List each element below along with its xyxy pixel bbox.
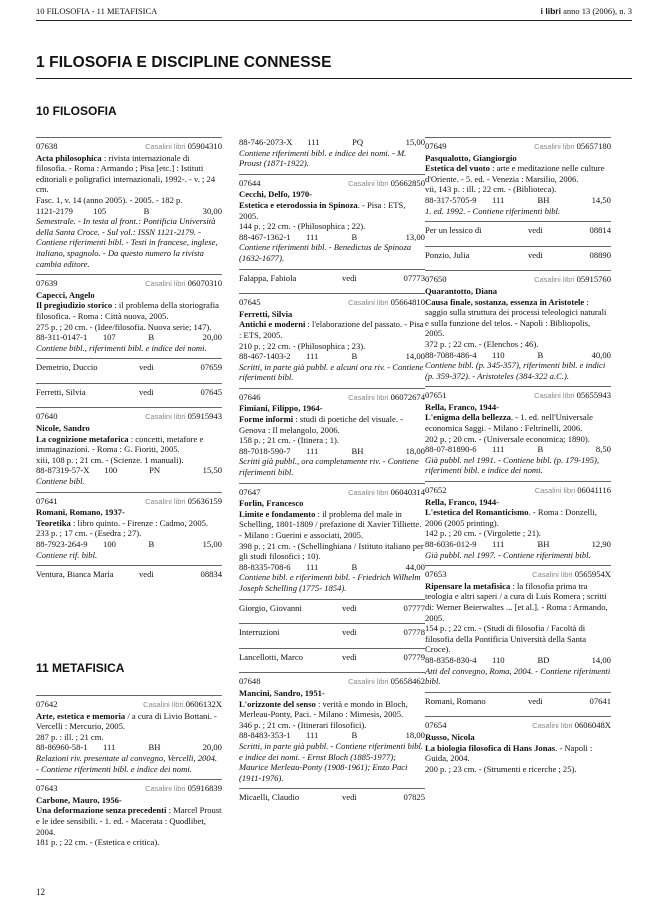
entry-author: Rella, Franco, 1944- [425, 496, 499, 507]
entry-description: Ripensare la metafisica : la filosofia prima tra teologia e altri saperi / a cura di Luis Romera ; scritti di: Werner Beierwaltes ... [et al.]. - Roma : Armando, 2005. [425, 580, 608, 623]
entry-continuation [239, 137, 425, 169]
entry-number: 07644 [239, 177, 261, 188]
entry-description: Il pregiudizio storico : il problema della storiografia filosofica. - Roma : Città nuova, 2005. [36, 300, 219, 321]
entry-title: Una deformazione senza precedenti [36, 805, 167, 816]
entry-description: Una deformazione senza precedenti : Marcel Proust e le idee sensibili. - 1. ed. - Macerata : Quodlibet, 2004. [36, 805, 222, 837]
entry-07645 [239, 293, 425, 383]
isbn-line: 88-467-1362-1 111 B 13,00 [239, 231, 425, 242]
isbn-line: 88-07-81890-6 111 B 8,50 [425, 444, 611, 455]
isbn-line: 1121-2179 105 B 30,00 [36, 205, 222, 216]
isbn-line: 88-7088-486-4 110 B 40,00 [425, 349, 611, 360]
journal-issue: anno 13 (2006), n. 3 [563, 6, 632, 16]
entry-description: La cognizione metaforica : concetti, metafore e immaginazioni. - Roma : G. Fioriti, 2005. [36, 433, 204, 455]
entry-extent: 372 p. ; 22 cm. - (Elenchos ; 46). [425, 338, 539, 349]
entry-extent: 210 p. ; 22 cm. - (Philosophica ; 23). [239, 340, 366, 351]
section-title: 1 FILOSOFIA E DISCIPLINE CONNESSE [36, 54, 332, 71]
isbn-line: 88-8483-353-1 111 B 18,00 [239, 730, 425, 741]
entry-description: L'orizzonte del senso : verità e mondo in Bloch, Merleau-Ponty, Paci. - Milano : Mimesis, 2005. [239, 698, 408, 720]
isbn-line: 88-311-0147-1 107 B 20,00 [36, 332, 222, 343]
entry-07648 [239, 672, 425, 783]
entry-note: Scritti già pubbl., ora completamente riv. - Contiene riferimenti bibl. [239, 456, 419, 478]
entry-description: Causa finale, sostanza, essenza in Aristotele : saggio sulla struttura dei processi teleologici naturali e sulla funzione del telos. - Napoli : Bibliopolis, 2005. [425, 296, 607, 339]
section-rule [36, 78, 632, 79]
entry-number: 07648 [239, 676, 261, 687]
catalog-source: Casalini libri 05915943 [145, 411, 222, 422]
entry-note: Contiene rif. bibl. [36, 549, 98, 560]
entry-07647 [239, 483, 425, 594]
entry-description: Arte, estetica e memoria / a cura di Livio Bottani. - Vercelli : Mercurio, 2005. [36, 710, 217, 732]
entry-title: Antichi e moderni [239, 319, 306, 330]
catalog-source: Casalini libri 05662850 [348, 177, 425, 188]
entry-description: Estetica del vuoto : arte e meditazione nelle culture d'Oriente. - 5. ed. - Venezia : Marsilio, 2006. [425, 163, 605, 184]
entry-title: Causa finale, sostanza, essenza in Aristotele [425, 296, 585, 307]
entry-description: Antichi e moderni : l'elaborazione del passato. - Pisa : ETS, 2005. [239, 319, 424, 340]
entry-number: 07653 [425, 569, 447, 580]
entry-note: Contiene riferimenti bibl. - Benedictus de Spinoza (1632-1677). [239, 242, 412, 263]
catalog-source: Casalini libri 06072674 [348, 391, 425, 402]
entry-07642 [36, 695, 222, 774]
entry-extent: 233 p. ; 17 cm. - (Esedra ; 27). [36, 528, 142, 539]
entry-number: 07649 [425, 141, 447, 151]
cross-reference: Demetrio, Duccio vedi 07659 [36, 358, 222, 379]
catalog-source: Casalini libri 05655943 [534, 390, 611, 401]
entry-extent: 202 p. ; 20 cm. - (Universale economica; 1890). [425, 433, 590, 444]
cross-reference: Interruzioni vedi 07778 [239, 623, 425, 644]
isbn-line: 88-8335-708-6 111 B 44,00 [239, 561, 425, 572]
entry-author: Forlin, Francesco [239, 498, 304, 509]
running-header-left: 10 FILOSOFIA - 11 METAFISICA [36, 6, 158, 16]
isbn-line: 88-87319-57-X 100 PN 15,50 [36, 465, 222, 476]
entry-title: Estetica del vuoto [425, 163, 490, 174]
cross-reference: Ferretti, Silvia vedi 07645 [36, 383, 222, 404]
entry-description: Limite e fondamento : il problema del male in Schelling, 1801-1809 / prefazione di Xavier Tilliette. - Milano : Guerini e associati, 2005. [239, 508, 422, 540]
entry-note: 1. ed. 1992. - Contiene riferimenti bibl. [425, 205, 561, 216]
entry-author: Capecci, Angelo [36, 289, 95, 300]
catalog-source: Casalini libri 05916839 [145, 783, 222, 794]
cross-reference: Falappa, Fabiola vedi 07773 [239, 269, 425, 290]
entry-extent: xiii, 108 p. ; 21 cm. - (Scienze. 1 manuali). [36, 454, 184, 465]
entry-extent: vii, 143 p. : ill. ; 22 cm. - (Biblioteca). [425, 184, 557, 195]
catalog-source: Casalini libri 05915760 [534, 274, 611, 285]
entry-note: Scritti, in parte già pubbl. - Contiene riferimenti bibl. e indice dei nomi. - Ernst Bloch (1885-1977); Maurice Merleau-Ponty (1908-1961); Enzo Paci (1911-1976). [239, 740, 424, 783]
entry-description: Acta philosophica : rivista internazionale di filosofia. - Roma : Armando ; Pisa [etc.] : Istituti editoriali e poligrafici internazionali, 1992-. - v. ; 24 cm. [36, 152, 216, 195]
entry-number: 07646 [239, 391, 261, 402]
isbn-line: 88-6036-012-9 111 BH 12,90 [425, 539, 611, 549]
entry-extent: 200 p. ; 23 cm. - (Strumenti e ricerche ; 25). [425, 763, 577, 774]
entry-07651 [425, 386, 611, 476]
entry-note: Relazioni riv. presentate al convegno, Vercelli, 2004. - Contiene riferimenti bibl. e indice dei nomi. [36, 752, 218, 774]
entry-description: La biologia filosofica di Hans Jonas. - Napoli : Guida, 2004. [425, 742, 593, 764]
entry-number: 07651 [425, 390, 447, 401]
entry-author: Pasqualotto, Giangiorgio [425, 152, 517, 163]
entry-note: Contiene bibl. (p. 345-357), riferimenti bibl. e indici (p. 359-372). - Aristoteles (384-322 a.C.). [425, 360, 606, 381]
entry-description: L'estetica del Romanticismo. - Roma : Donzelli, 2006 (2005 printing). [425, 507, 597, 528]
isbn-line: 88-86960-58-1 111 BH 20,00 [36, 742, 222, 753]
entry-07649 [425, 137, 611, 216]
entry-extent: 144 p. ; 22 cm. - (Philosophica ; 22). [239, 221, 366, 232]
catalog-source: Casalini libri 05657180 [534, 141, 611, 151]
entry-author: Nicole, Sandro [36, 423, 90, 434]
entry-title: Acta philosophica [36, 152, 102, 163]
header-rule [36, 20, 632, 21]
page-number: 12 [36, 887, 45, 897]
catalog-source: Casalini libri 05664810 [348, 297, 425, 308]
isbn-line: 88-7018-590-7 111 BH 18,00 [239, 445, 425, 456]
entry-author: Romani, Romano, 1937- [36, 507, 125, 518]
column-1-bottom [36, 695, 222, 853]
isbn-line: 88-467-1403-2 111 B 14,00 [239, 351, 425, 362]
entry-author: Russo, Nicola [425, 731, 475, 742]
entry-author: Cecchi, Delfo, 1970- [239, 189, 313, 200]
catalog-source: Casalini libri 06040314 [348, 486, 425, 497]
entry-number: 07654 [425, 720, 447, 731]
entry-07638 [36, 137, 222, 269]
entry-07654 [425, 716, 611, 774]
cross-reference: Giorgio, Giovanni vedi 07777 [239, 599, 425, 620]
entry-number: 07645 [239, 297, 261, 308]
cross-reference: Per un lessico di vedi 08814 [425, 221, 611, 242]
entry-extent: 287 p. : ill. ; 21 cm. [36, 731, 104, 742]
entry-author: Ferretti, Silvia [239, 308, 293, 319]
running-header [36, 6, 632, 16]
entry-07652 [425, 481, 611, 560]
entry-number: 07638 [36, 141, 58, 151]
entry-title: L'enigma della bellezza [425, 412, 511, 423]
entry-note: Semestrale. - In testa al front.: Pontificia Università della Santa Croce. - Sul vol.: ISSN 1121-2179. - Contiene riferimenti bibl. - Testi in francese, inglese, italiano, spagnolo. - Da questo numero la rivista cambia editore. [36, 216, 218, 269]
entry-description: Estetica e eterodossia in Spinoza. - Pisa : ETS, 2005. [239, 199, 406, 221]
entry-number: 07639 [36, 278, 58, 289]
catalog-source: Casalini libri 05636159 [145, 495, 222, 506]
entry-title: Teoretika [36, 517, 71, 528]
entry-note: Contiene bibl. e riferimenti bibl. - Friedrich Wilhelm Joseph Schelling (1775- 1854). [239, 572, 421, 593]
entry-title: Limite e fondamento [239, 508, 316, 519]
entry-07650 [425, 270, 611, 381]
column-1-top [36, 137, 222, 590]
entry-note: Già pubbl. nel 1997. - Contiene riferimenti bibl. [425, 549, 591, 560]
entry-author: Fimiani, Filippo, 1964- [239, 403, 323, 414]
entry-extent: 181 p. ; 22 cm. - (Estetica e critica). [36, 837, 160, 848]
entry-title: Il pregiudizio storico [36, 300, 113, 311]
entry-title: L'orizzonte del senso [239, 698, 316, 709]
entry-extent: 154 p. ; 22 cm. - (Studi di filosofia / Facoltà di filosofia della Pontificia Università della Santa Croce). [425, 623, 587, 655]
entry-07641 [36, 492, 222, 561]
entry-title: Forme informi [239, 414, 294, 425]
cross-reference: Micaelli, Claudio vedi 07825 [239, 788, 425, 809]
catalog-source: Casalini libri 0606048X [532, 720, 611, 731]
catalog-source: Casalini libri 06070310 [145, 278, 222, 289]
catalog-source: Casalini libri 0565954X [532, 569, 611, 580]
entry-author: Rella, Franco, 1944- [425, 401, 499, 412]
cross-reference: Lancellotti, Marco vedi 07779 [239, 648, 425, 669]
entry-number: 07643 [36, 783, 58, 794]
entry-note: Contiene bibl. [36, 476, 85, 487]
cross-reference: Ventura, Bianca Maria vedi 08834 [36, 565, 222, 586]
entry-07644 [239, 174, 425, 264]
entry-07640 [36, 407, 222, 486]
catalog-source: Casalini libri 06041116 [534, 485, 611, 496]
entry-number: 07642 [36, 699, 58, 709]
entry-extent: 398 p. ; 21 cm. - (Schellinghiana / Istituto italiano per gli studi filosofici ; 10). [239, 540, 424, 562]
subsection-title-filosofia: 10 FILOSOFIA [36, 104, 117, 118]
entry-extent: 346 p. ; 21 cm. - (Itinerari filosofici). [239, 719, 367, 730]
column-3 [425, 137, 611, 779]
catalog-source: Casalini libri 05904310 [145, 141, 222, 151]
entry-note: Contiene bibl., riferimenti bibl. e indice dei nomi. [36, 342, 207, 353]
entry-extent: 158 p. ; 21 cm. - (Itinera ; 1). [239, 435, 339, 446]
entry-author: Mancini, Sandro, 1951- [239, 687, 325, 698]
entry-extent: Fasc. 1, v. 14 (anno 2005). - 2005. - 182 p. [36, 194, 183, 205]
entry-description: L'enigma della bellezza. - 1. ed. nell'Universale economica Saggi. - Milano : Feltrinelli, 2006. [425, 412, 593, 434]
entry-title: La cognizione metaforica [36, 433, 129, 444]
entry-title: Estetica e eterodossia in Spinoza [239, 199, 358, 210]
entry-author: Carbone, Mauro, 1956- [36, 794, 122, 805]
column-2 [239, 137, 425, 813]
entry-extent: 275 p. ; 20 cm. - (Idee/filosofia. Nuova serie; 147). [36, 321, 212, 332]
entry-07646 [239, 388, 425, 478]
entry-number: 07641 [36, 495, 58, 506]
entry-description: Forme informi : studi di poetiche del visuale. - Genova : Il melangolo, 2006. [239, 414, 403, 435]
catalog-source: Casalini libri 05658462 [348, 676, 425, 687]
isbn-line: 88-317-5705-9 111 BH 14,50 [425, 194, 611, 205]
catalog-source: Casalini libri 0606132X [143, 699, 222, 709]
isbn-line: 88-8358-830-4 110 BD 14,00 [425, 654, 611, 665]
entry-number: 07640 [36, 411, 58, 422]
entry-author: Quarantotto, Diana [425, 285, 498, 296]
entry-note: Scritti, in parte già pubbl. e alcuni ora riv. - Contiene riferimenti bibl. [239, 361, 424, 383]
entry-number: 07652 [425, 485, 447, 496]
entry-title: Ripensare la metafisica [425, 580, 511, 591]
isbn-line: 88-7923-264-9 100 B 15,00 [36, 539, 222, 549]
entry-number: 07650 [425, 274, 447, 285]
entry-07643 [36, 779, 222, 848]
cross-reference: Romani, Romano vedi 07641 [425, 692, 611, 713]
entry-number: 07647 [239, 486, 261, 497]
entry-07639 [36, 274, 222, 353]
subsection-title-metafisica: 11 METAFISICA [36, 661, 125, 675]
entry-07653 [425, 565, 611, 687]
entry-title: Arte, estetica e memoria [36, 710, 126, 721]
journal-name: i libri [540, 6, 561, 16]
cross-reference: Ponzio, Julia vedi 08890 [425, 246, 611, 267]
running-header-right [541, 6, 632, 16]
entry-note: Atti del convegno, Roma, 2004. - Contiene riferimenti bibl. [425, 665, 611, 687]
entry-extent: 142 p. ; 20 cm. - (Virgolette ; 21). [425, 528, 542, 539]
entry-description: Teoretika : libro quinto. - Firenze : Cadmo, 2005. [36, 517, 209, 528]
isbn-line: 88-746-2073-X 111 PQ 15,00 [239, 137, 425, 147]
entry-title: La biologia filosofica di Hans Jonas [425, 742, 556, 753]
entry-note: Contiene riferimenti bibl. e indice dei nomi. - M. Proust (1871-1922). [239, 147, 407, 169]
entry-note: Già pubbl. nel 1991. - Contiene bibl. (p. 179-195), riferimenti bibl. e indice dei nomi. [425, 454, 600, 476]
entry-title: L'estetica del Romanticismo [425, 507, 529, 518]
